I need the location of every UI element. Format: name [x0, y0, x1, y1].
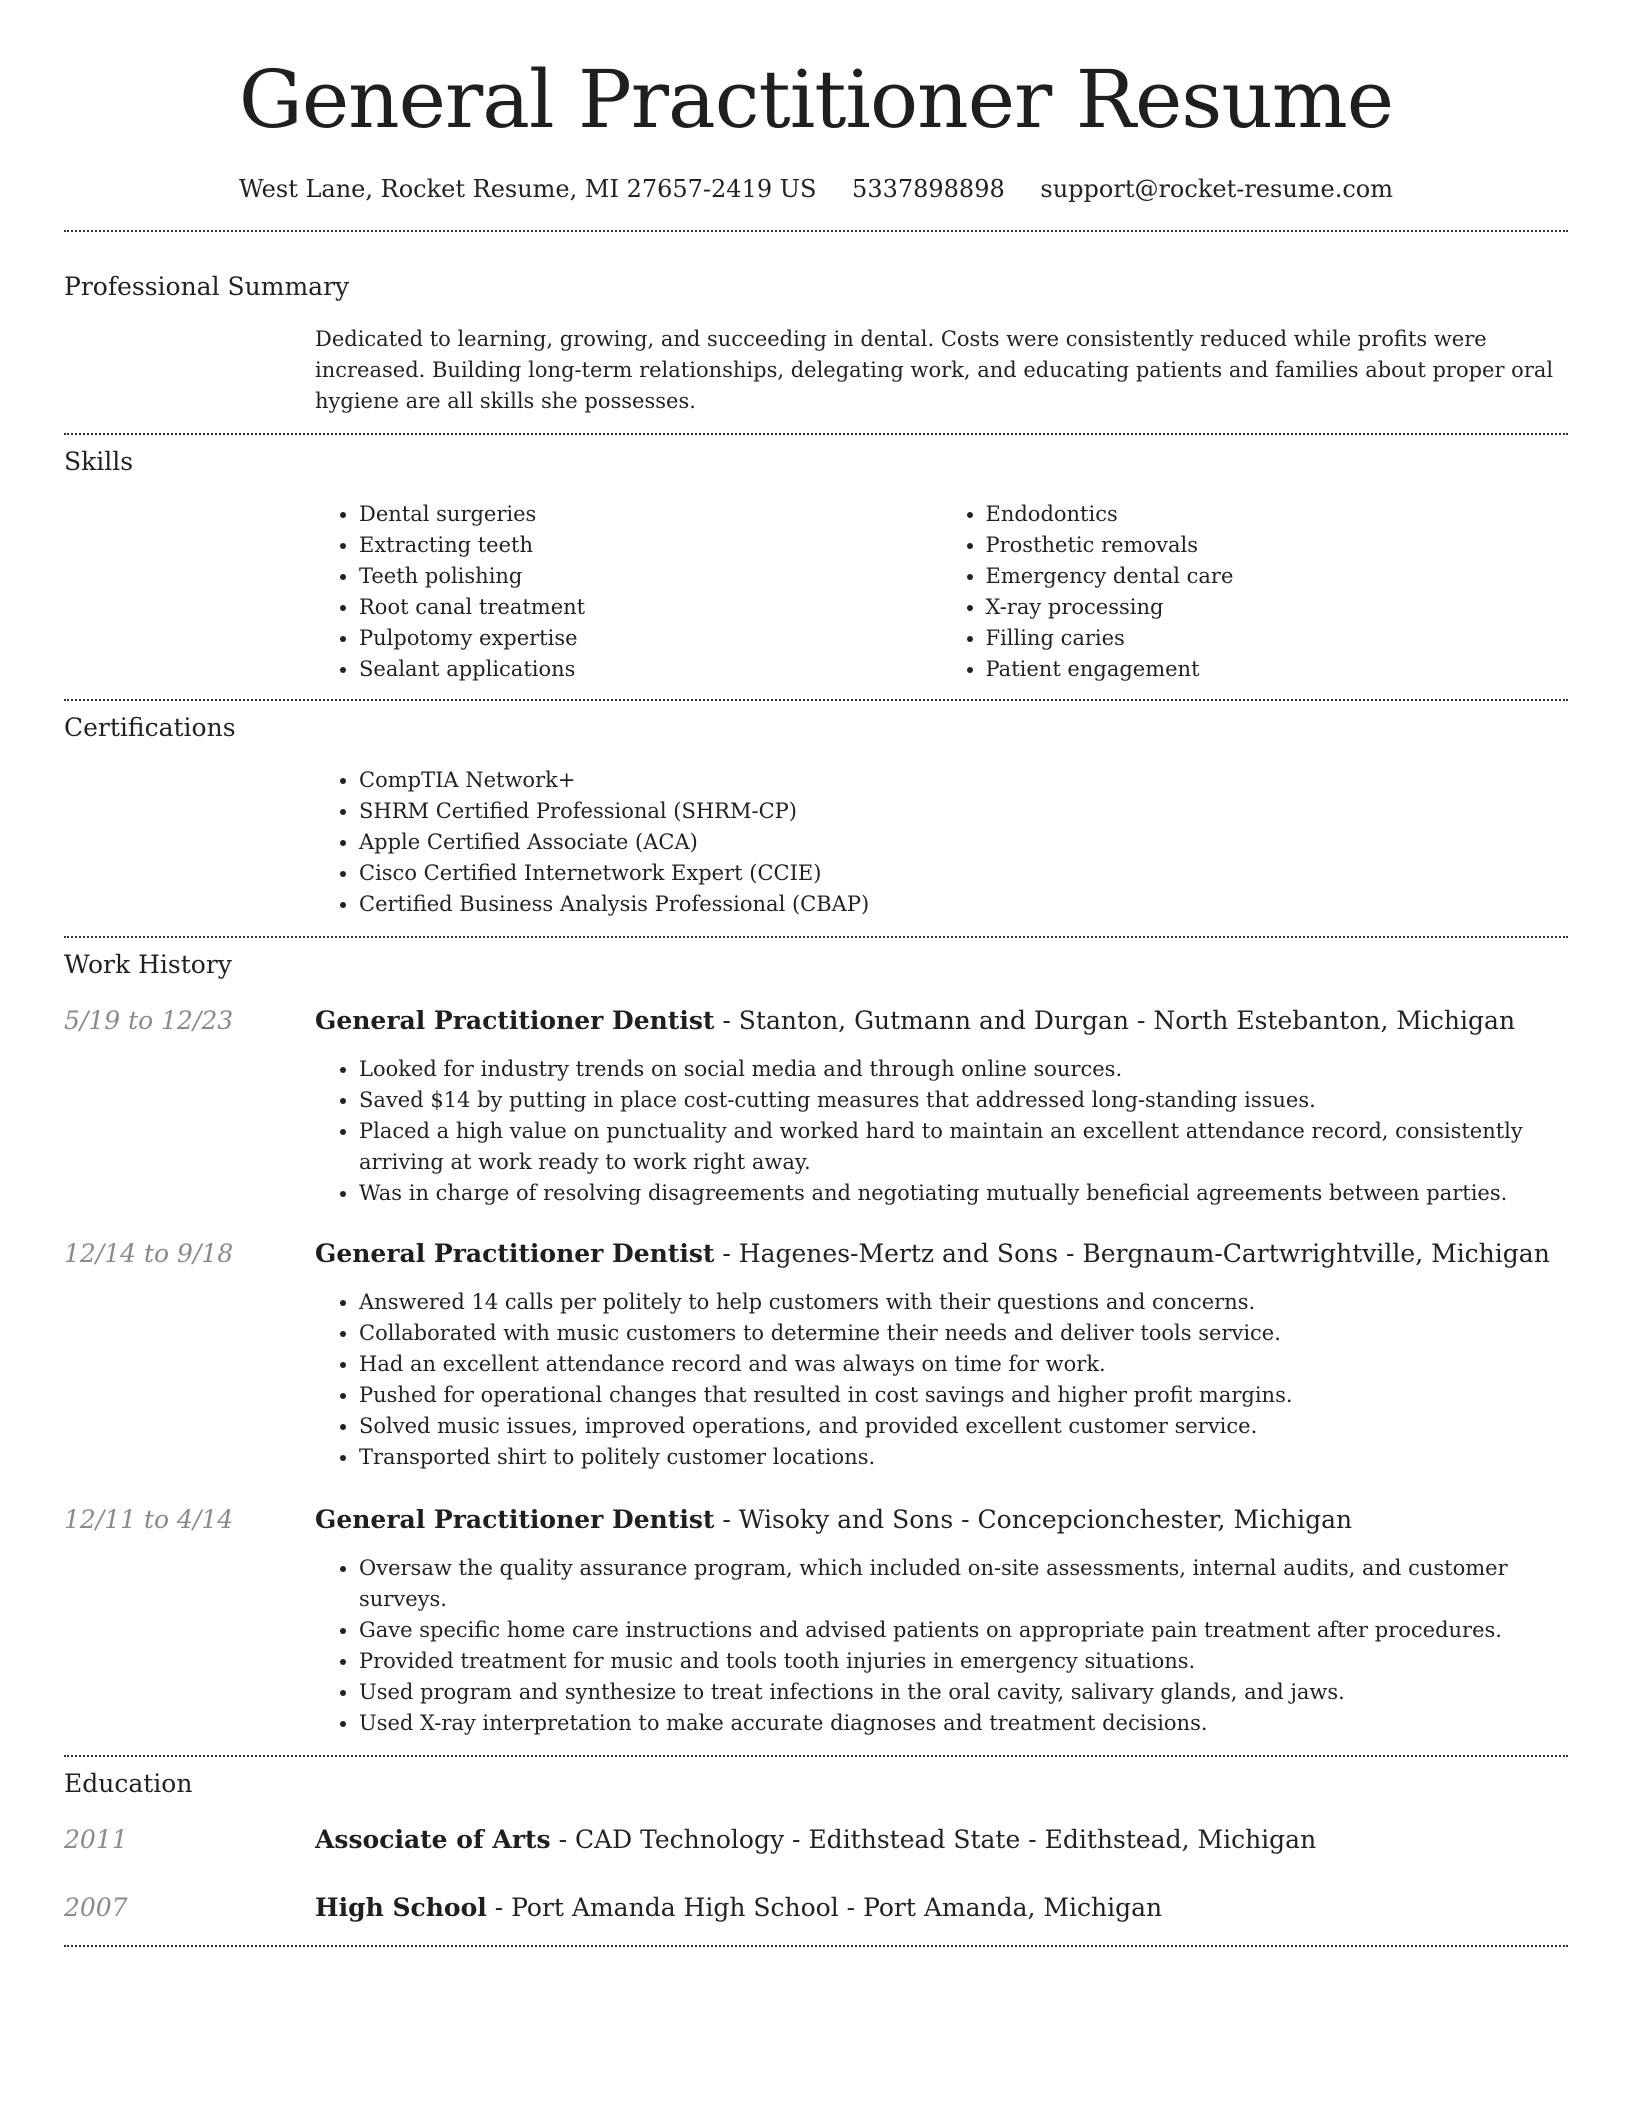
skills-list-right	[942, 499, 1569, 685]
list-item: • Used program and synthesize to treat infections in the oral cavity, salivary glands, and jaws.	[359, 1677, 1568, 1708]
education-school: - CAD Technology - Edithstead State - Edithstead, Michigan	[550, 1825, 1317, 1854]
job-role: General Practitioner Dentist	[315, 1006, 715, 1035]
skills-grid	[315, 499, 1568, 685]
job-bullets	[315, 1287, 1568, 1473]
divider	[64, 1755, 1568, 1757]
list-item: • Provided treatment for music and tools tooth injuries in emergency situations.	[359, 1646, 1568, 1677]
list-item: • Placed a high value on punctuality and worked hard to maintain an excellent attendance record, consistently arriving at work ready to work right away.	[359, 1116, 1568, 1178]
list-item: • Looked for industry trends on social media and through online sources.	[359, 1054, 1568, 1085]
contact-phone: 5337898898	[852, 175, 1005, 203]
job-entry	[64, 1505, 1568, 1739]
education-section	[64, 1769, 1568, 1923]
list-item: • SHRM Certified Professional (SHRM-CP)	[359, 796, 1568, 827]
job-role: General Practitioner Dentist	[315, 1239, 715, 1268]
list-item: • Endodontics	[986, 499, 1569, 530]
summary-heading: Professional Summary	[64, 272, 350, 301]
job-role: General Practitioner Dentist	[315, 1505, 715, 1534]
list-item: • Pushed for operational changes that resulted in cost savings and higher profit margins.	[359, 1380, 1568, 1411]
job-employer: - Stanton, Gutmann and Durgan - North Estebanton, Michigan	[714, 1006, 1516, 1035]
job-bullets	[315, 1054, 1568, 1209]
list-item: • Cisco Certified Internetwork Expert (CCIE)	[359, 858, 1568, 889]
education-entry	[64, 1825, 1568, 1855]
list-item: • Prosthetic removals	[986, 530, 1569, 561]
education-entry	[64, 1893, 1568, 1923]
skills-section	[64, 447, 1568, 685]
list-item: • Filling caries	[986, 623, 1569, 654]
education-degree: High School	[315, 1893, 487, 1922]
list-item: • Extracting teeth	[359, 530, 942, 561]
education-school: - Port Amanda High School - Port Amanda, Michigan	[486, 1893, 1163, 1922]
education-year: 2011	[64, 1825, 128, 1854]
skills-heading: Skills	[64, 447, 134, 476]
certifications-heading: Certifications	[64, 713, 236, 742]
education-degree: Associate of Arts	[315, 1825, 551, 1854]
job-employer: - Hagenes-Mertz and Sons - Bergnaum-Cartwrightville, Michigan	[714, 1239, 1550, 1268]
education-heading-line	[315, 1893, 1162, 1923]
list-item: • Sealant applications	[359, 654, 942, 685]
list-item: • Had an excellent attendance record and was always on time for work.	[359, 1349, 1568, 1380]
job-dates: 5/19 to 12/23	[64, 1006, 234, 1035]
job-dates: 12/11 to 4/14	[64, 1505, 234, 1534]
contact-line	[64, 174, 1568, 204]
education-year: 2007	[64, 1893, 128, 1922]
resume-page	[64, 0, 1568, 1947]
list-item: • Solved music issues, improved operations, and provided excellent customer service.	[359, 1411, 1568, 1442]
list-item: • Emergency dental care	[986, 561, 1569, 592]
divider	[64, 699, 1568, 701]
list-item: • Apple Certified Associate (ACA)	[359, 827, 1568, 858]
summary-section	[64, 272, 1568, 417]
job-employer: - Wisoky and Sons - Concepcionchester, Michigan	[714, 1505, 1353, 1534]
list-item: • Oversaw the quality assurance program, which included on-site assessments, internal audits, and customer surveys.	[359, 1553, 1568, 1615]
list-item: • Patient engagement	[986, 654, 1569, 685]
education-heading: Education	[64, 1769, 193, 1798]
job-entry	[64, 1239, 1568, 1473]
list-item: • Certified Business Analysis Professional (CBAP)	[359, 889, 1568, 920]
certifications-list	[315, 765, 1568, 920]
education-heading-line	[315, 1825, 1316, 1855]
list-item: • Collaborated with music customers to determine their needs and deliver tools service.	[359, 1318, 1568, 1349]
certifications-section	[64, 713, 1568, 920]
contact-address: West Lane, Rocket Resume, MI 27657-2419 US	[238, 175, 817, 203]
page-title: General Practitioner Resume	[238, 53, 1394, 146]
job-heading	[315, 1006, 1515, 1036]
list-item: • Root canal treatment	[359, 592, 942, 623]
contact-email: support@rocket-resume.com	[1040, 175, 1394, 203]
list-item: • Gave specific home care instructions and advised patients on appropriate pain treatment after procedures.	[359, 1615, 1568, 1646]
divider	[64, 1945, 1568, 1947]
job-entry	[64, 1006, 1568, 1209]
list-item: • Dental surgeries	[359, 499, 942, 530]
divider	[64, 936, 1568, 938]
divider	[64, 433, 1568, 435]
job-dates: 12/14 to 9/18	[64, 1239, 234, 1268]
list-item: • Used X-ray interpretation to make accurate diagnoses and treatment decisions.	[359, 1708, 1568, 1739]
list-item: • Saved $14 by putting in place cost-cutting measures that addressed long-standing issues.	[359, 1085, 1568, 1116]
list-item: • Answered 14 calls per politely to help customers with their questions and concerns.	[359, 1287, 1568, 1318]
skills-list-left	[315, 499, 942, 685]
job-heading	[315, 1505, 1352, 1535]
job-bullets	[315, 1553, 1568, 1739]
list-item: • Was in charge of resolving disagreements and negotiating mutually beneficial agreements between parties.	[359, 1178, 1568, 1209]
certifications-body	[315, 765, 1568, 920]
work-section	[64, 950, 1568, 1739]
divider	[64, 230, 1568, 232]
list-item: • Transported shirt to politely customer locations.	[359, 1442, 1568, 1473]
list-item: • X-ray processing	[986, 592, 1569, 623]
list-item: • CompTIA Network+	[359, 765, 1568, 796]
list-item: • Pulpotomy expertise	[359, 623, 942, 654]
list-item: • Teeth polishing	[359, 561, 942, 592]
work-heading: Work History	[64, 950, 232, 979]
summary-text: Dedicated to learning, growing, and succeeding in dental. Costs were consistently reduced while profits were increased. Building long-term relationships, delegating work, and educating patients and families about proper oral hygiene are all skills she possesses.	[315, 327, 1554, 413]
job-heading	[315, 1239, 1550, 1269]
